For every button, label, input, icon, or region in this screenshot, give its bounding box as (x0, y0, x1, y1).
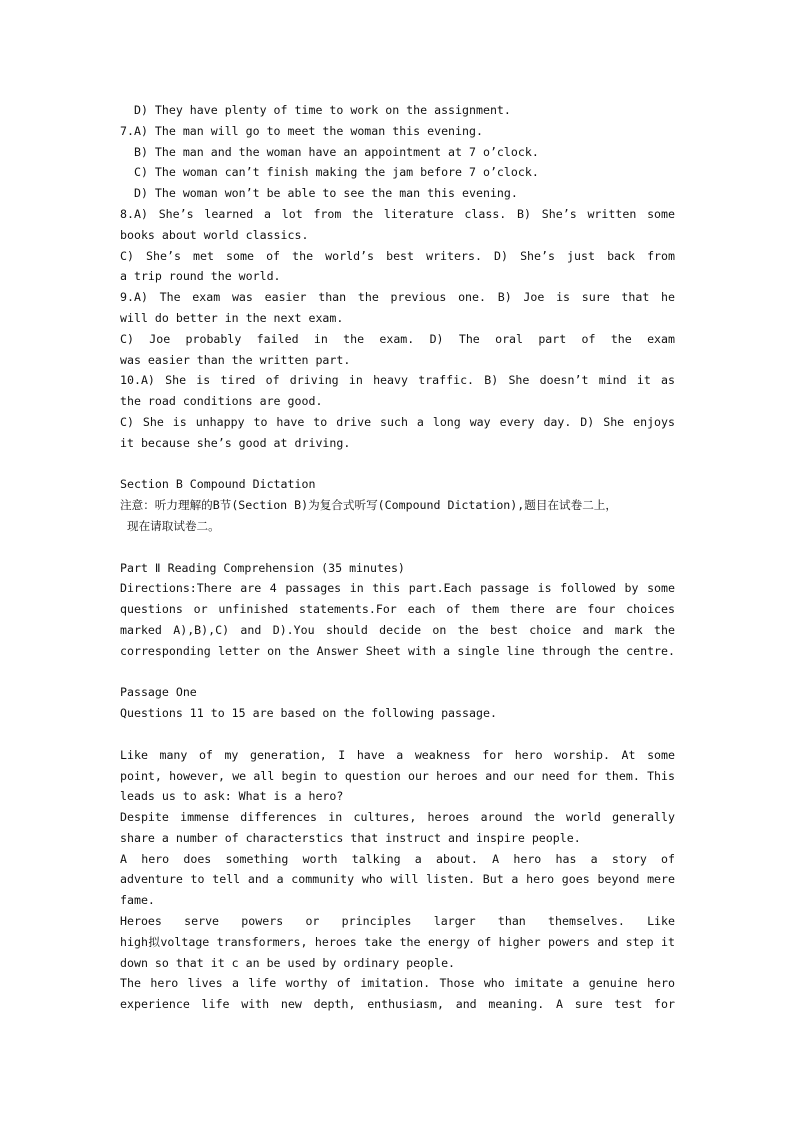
paragraph3-line3: fame. (120, 893, 155, 908)
directions-line2: questions or unfinished statements.For each of them there are four choices (120, 602, 675, 617)
option-q7-d: D) The woman won’t be able to see the man this evening. (120, 186, 518, 201)
directions-line4: corresponding letter on the Answer Sheet with a single line through the centre. (120, 643, 675, 658)
option-q9-line4: was easier than the written part. (120, 352, 351, 367)
option-q7-c: C) The woman can’t finish making the jam before 7 o’clock. (120, 165, 539, 180)
paragraph4-line3: down so that it c an be used by ordinary people. (120, 955, 456, 970)
passage-one-title: Passage One (120, 685, 197, 700)
option-q10-line2: the road conditions are good. (120, 394, 323, 409)
section-b-note-line2: 现在请取试卷二。 (120, 518, 220, 533)
option-q7-a: 7.A) The man will go to meet the woman this evening. (120, 123, 483, 138)
section-b-note-line1: 注意：听力理解的B节(Section B)为复合式听写(Compound Dictation),题目在试卷二上， (120, 498, 617, 513)
paragraph4-line2: high拟voltage transformers, heroes take the energy of higher powers and step it (120, 934, 675, 949)
paragraph4-line1: Heroes serve powers or principles larger than themselves. Like (120, 914, 675, 929)
paragraph2-line1: Despite immense differences in cultures, heroes around the world generally (120, 810, 675, 825)
spacer (120, 662, 675, 683)
option-q8-line2: books about world classics. (120, 227, 309, 242)
paragraph3-line1: A hero does something worth talking a about. A hero has a story of (120, 851, 675, 866)
paragraph5-line1: The hero lives a life worthy of imitation. Those who imitate a genuine hero (120, 976, 675, 991)
passage-one-intro: Questions 11 to 15 are based on the following passage. (120, 706, 497, 721)
option-q10-line1: 10.A) She is tired of driving in heavy traffic. B) She doesn’t mind it as (120, 373, 675, 388)
paragraph1-line1: Like many of my generation, I have a weakness for hero worship. At some (120, 747, 675, 762)
option-q8-line3: C) She’s met some of the world’s best writers. D) She’s just back from (120, 248, 675, 263)
option-q9-line3: C) Joe probably failed in the exam. D) The oral part of the exam (120, 331, 675, 346)
document-page (120, 100, 675, 1015)
part2-title: Part Ⅱ Reading Comprehension (35 minutes) (120, 560, 405, 575)
option-q9-line1: 9.A) The exam was easier than the previous one. B) Joe is sure that he (120, 290, 675, 305)
paragraph3-line2: adventure to tell and a community who will listen. But a hero goes beyond mere (120, 872, 675, 887)
directions-line1: Directions:There are 4 passages in this part.Each passage is followed by some (120, 581, 675, 596)
option-q8-line1: 8.A) She’s learned a lot from the literature class. B) She’s written some (120, 206, 675, 221)
directions-line3: marked A),B),C) and D).You should decide on the best choice and mark the (120, 622, 675, 637)
paragraph5-line2: experience life with new depth, enthusiasm, and meaning. A sure test for (120, 997, 675, 1012)
spacer (120, 537, 675, 558)
option-q9-line2: will do better in the next exam. (120, 310, 344, 325)
option-q10-line3: C) She is unhappy to have to drive such a long way every day. D) She enjoys (120, 414, 675, 429)
section-b-title: Section B Compound Dictation (120, 477, 316, 492)
paragraph1-line2: point, however, we all begin to question our heroes and our need for them. This (120, 768, 675, 783)
option-q6-d: D) They have plenty of time to work on the assignment. (120, 103, 511, 117)
paragraph1-line3: leads us to ask: What is a hero? (120, 789, 344, 804)
option-q7-b: B) The man and the woman have an appointment at 7 o’clock. (120, 144, 539, 159)
option-q10-line4: it because she’s good at driving. (120, 435, 351, 450)
spacer (120, 454, 675, 475)
spacer (120, 724, 675, 745)
paragraph2-line2: share a number of characterstics that instruct and inspire people. (120, 830, 581, 845)
option-q8-line4: a trip round the world. (120, 269, 281, 284)
